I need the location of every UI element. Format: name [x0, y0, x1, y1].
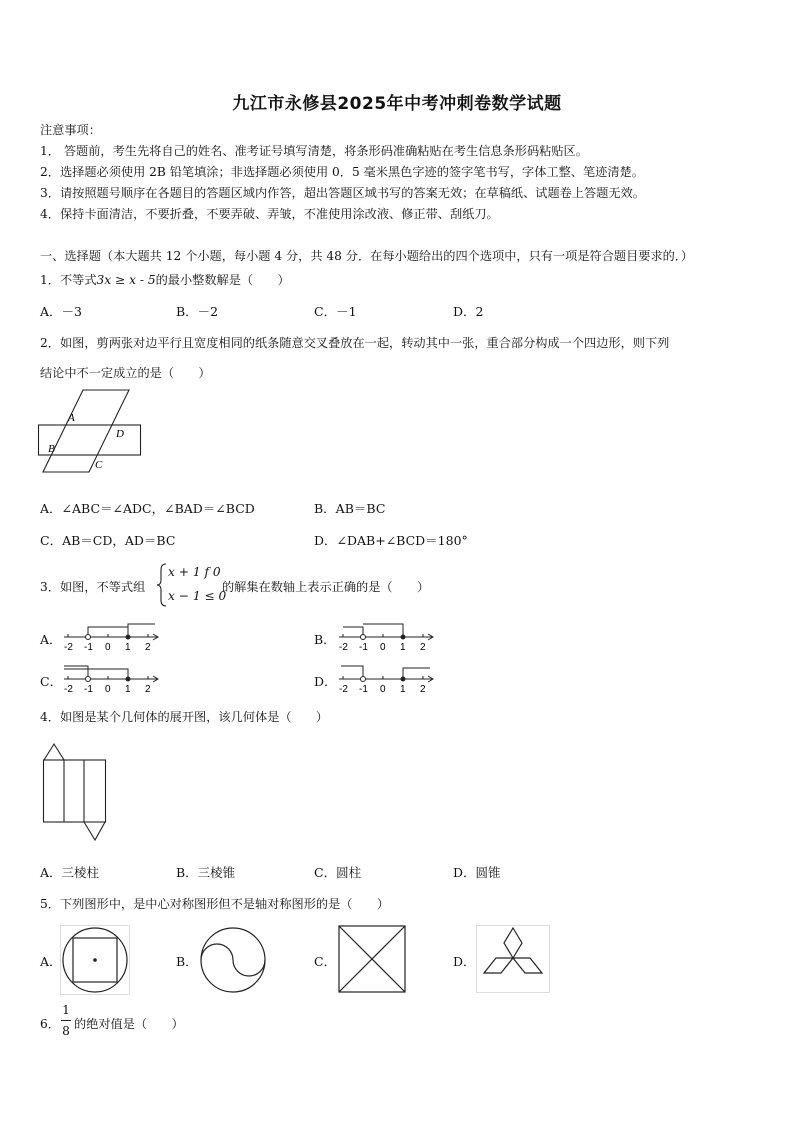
q1-option-b: B．－2 — [176, 304, 219, 319]
q4-text: 4．如图是某个几何体的展开图，该几何体是（ ） — [40, 710, 329, 724]
circle-square-icon — [60, 925, 130, 995]
q3-option-a-label: A． — [40, 632, 62, 647]
q4-option-c: C．圆柱 — [314, 865, 362, 880]
number-line-d — [335, 664, 439, 696]
q2-option-b: B．AB＝BC — [314, 501, 386, 516]
tick-label: 1 — [125, 684, 131, 695]
q3-inequality-2: x − 1 ≤ 0 — [168, 589, 227, 603]
q1-expression: 3x ≥ x - 5 — [96, 273, 156, 287]
prism-net-figure — [40, 740, 110, 844]
q2-text-line2: 结论中不一定成立的是（ ） — [40, 366, 211, 380]
q3-option-c-label: C． — [40, 674, 63, 689]
tick-label: 0 — [380, 642, 386, 653]
q5-option-c-label: C． — [314, 954, 337, 969]
q3-option-b-label: B． — [314, 632, 336, 647]
tick-label: 1 — [125, 642, 131, 653]
q6-suffix: 的绝对值是（ ） — [74, 1017, 184, 1031]
q1-option-c: C．－1 — [314, 304, 357, 319]
notice-item: 2．选择题必须使用 2B 铅笔填涂；非选择题必须使用 0．5 毫米黑色字迹的签字笔书写，字体工整、笔迹清楚。 — [40, 165, 644, 179]
q3-inequality-1: x + 1 f 0 — [168, 565, 221, 579]
page-title: 九江市永修县2025年中考冲刺卷数学试题 — [232, 94, 562, 114]
q2-option-c: C．AB＝CD，AD＝BC — [40, 533, 176, 548]
q5-option-a-label: A． — [40, 954, 62, 969]
net-faces — [44, 760, 106, 822]
q2-option-d: D．∠DAB+∠BCD＝180° — [314, 533, 468, 548]
three-rhombus-icon — [476, 925, 550, 993]
tick-label: -1 — [359, 642, 368, 653]
q1-suffix: 的最小整数解是（ ） — [155, 273, 290, 287]
q4-option-a: A．三棱柱 — [40, 865, 100, 880]
q3-suffix: 的解集在数轴上表示正确的是（ ） — [222, 580, 430, 594]
point-c-label: C — [95, 459, 103, 471]
q6-numerator: 1 — [62, 1003, 70, 1017]
q6-denominator: 8 — [62, 1024, 70, 1038]
notice-item: 1． 答题前，考生先将自己的姓名、准考证号填写清楚，将条形码准确粘贴在考生信息条形码粘贴区。 — [40, 144, 588, 158]
q3-option-d-label: D． — [314, 674, 337, 689]
tick-label: 2 — [145, 684, 151, 695]
tick-label: -1 — [84, 684, 93, 695]
tick-label: 0 — [105, 684, 111, 695]
net-top-triangle — [44, 744, 64, 760]
net-bottom-triangle — [84, 822, 105, 840]
q1-option-d: D．2 — [453, 304, 484, 319]
tick-label: 1 — [400, 642, 406, 653]
q4-option-d: D．圆锥 — [453, 865, 501, 880]
q4-option-b: B．三棱锥 — [176, 865, 236, 880]
q5-text: 5．下列图形中，是中心对称图形但不是轴对称图形的是（ ） — [40, 897, 390, 911]
q2-text-line1: 2．如图，剪两张对边平行且宽度相同的纸条随意交叉叠放在一起，转动其中一张，重合部分构成一个四边形，则下列 — [40, 336, 670, 350]
notice-item: 4．保持卡面清洁，不要折叠，不要弄破、弄皱，不准使用涂改液、修正带、刮纸刀。 — [40, 207, 499, 221]
q2-figure — [38, 388, 148, 474]
notice-item: 3．请按照题号顺序在各题目的答题区域内作答，超出答题区域书写的答案无效；在草稿纸、试题卷上答题无效。 — [40, 186, 645, 200]
q6-prefix: 6． — [40, 1017, 60, 1031]
tick-label: -2 — [64, 642, 73, 653]
tick-label: 2 — [145, 642, 151, 653]
square-diagonals-icon — [338, 925, 408, 995]
number-line-a — [60, 622, 164, 654]
fraction-bar — [61, 1020, 71, 1021]
tick-label: 0 — [380, 684, 386, 695]
q2-option-a: A．∠ABC＝∠ADC，∠BAD＝∠BCD — [40, 501, 255, 516]
q1-option-a: A．－3 — [40, 304, 82, 319]
tick-label: -1 — [359, 684, 368, 695]
point-d-label: D — [116, 428, 124, 440]
tick-label: -2 — [339, 642, 348, 653]
yin-yang-icon — [198, 925, 268, 995]
tick-label: -2 — [64, 684, 73, 695]
system-brace — [156, 562, 168, 608]
q5-option-d-label: D． — [453, 954, 476, 969]
q5-option-b-label: B． — [176, 954, 198, 969]
tick-label: -1 — [84, 642, 93, 653]
q1-prefix: 1．不等式 — [40, 273, 97, 287]
point-a-label: A — [68, 412, 75, 424]
tick-label: -2 — [339, 684, 348, 695]
number-line-b — [335, 622, 439, 654]
section-heading: 一、选择题（本大题共 12 个小题，每小题 4 分，共 48 分．在每小题给出的四个选项中，只有一项是符合题目要求的．） — [40, 249, 694, 263]
tick-label: 1 — [400, 684, 406, 695]
tick-label: 2 — [420, 642, 426, 653]
q3-prefix: 3．如图，不等式组 — [40, 580, 146, 594]
number-line-c — [60, 664, 164, 696]
question-1 — [40, 271, 290, 288]
notice-heading: 注意事项： — [40, 123, 101, 137]
point-b-label: B — [48, 443, 55, 455]
tick-label: 0 — [105, 642, 111, 653]
tick-label: 2 — [420, 684, 426, 695]
